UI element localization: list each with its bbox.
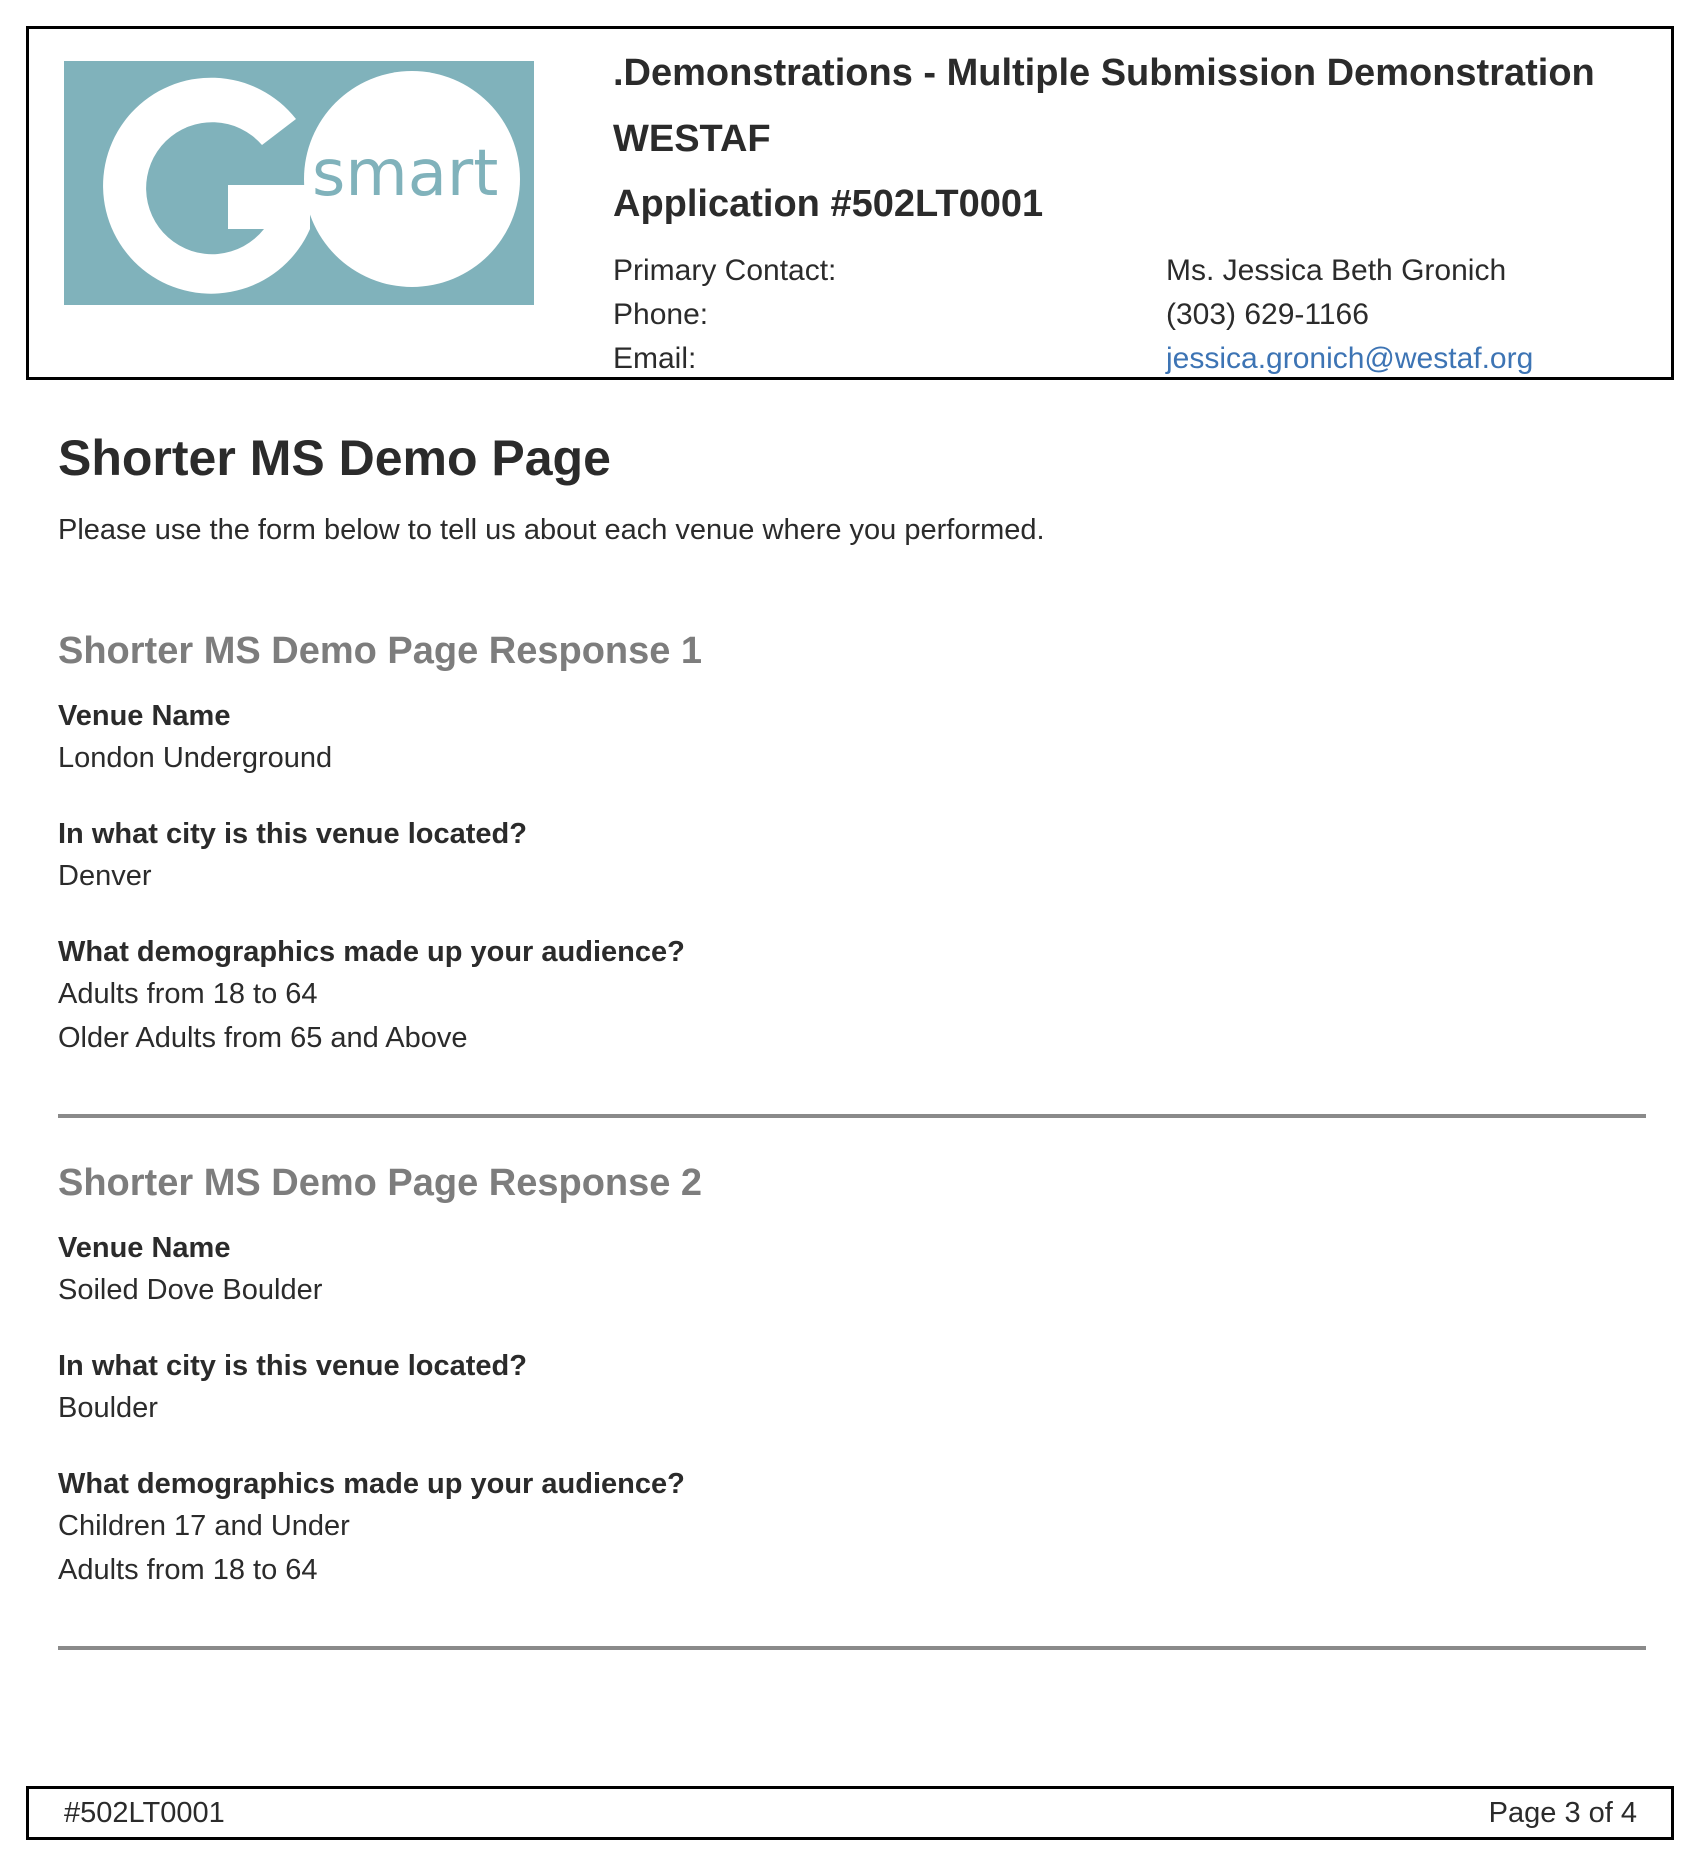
response-section	[58, 1160, 1646, 1592]
footer-page-number: Page 3 of 4	[1488, 1797, 1637, 1829]
gosmart-logo	[64, 61, 534, 305]
page-footer	[26, 1786, 1674, 1840]
response-title: Shorter MS Demo Page Response 1	[58, 630, 703, 672]
venue-city-value: Boulder	[58, 1392, 158, 1424]
demographics-value: Adults from 18 to 64	[58, 978, 318, 1010]
venue-name-field	[58, 1228, 1646, 1312]
venue-city-field	[58, 1346, 1646, 1430]
demographics-label: What demographics made up your audience?	[58, 1468, 685, 1500]
program-title: .Demonstrations - Multiple Submission Demonstration	[613, 52, 1595, 94]
page-title: Shorter MS Demo Page	[58, 430, 611, 486]
venue-city-field	[58, 814, 1646, 898]
demographics-label: What demographics made up your audience?	[58, 936, 685, 968]
venue-city-label: In what city is this venue located?	[58, 1350, 527, 1382]
page-intro: Please use the form below to tell us about each venue where you performed.	[58, 514, 1045, 546]
demographics-value: Older Adults from 65 and Above	[58, 1022, 468, 1054]
response-divider	[58, 1114, 1646, 1118]
response-divider	[58, 1646, 1646, 1650]
venue-city-label: In what city is this venue located?	[58, 818, 527, 850]
phone-row	[613, 295, 1643, 335]
demographics-field	[58, 932, 1646, 1060]
venue-name-field	[58, 696, 1646, 780]
email-link[interactable]: jessica.gronich@westaf.org	[1166, 342, 1534, 375]
venue-name-label: Venue Name	[58, 700, 231, 732]
response-section	[58, 628, 1646, 1060]
application-number: Application #502LT0001	[613, 183, 1044, 225]
primary-contact-label: Primary Contact:	[613, 254, 837, 287]
demographics-value: Children 17 and Under	[58, 1510, 350, 1542]
venue-name-value: Soiled Dove Boulder	[58, 1274, 323, 1306]
email-label: Email:	[613, 342, 697, 375]
demographics-field	[58, 1464, 1646, 1592]
demographics-value: Adults from 18 to 64	[58, 1554, 318, 1586]
venue-name-value: London Underground	[58, 742, 333, 774]
venue-name-label: Venue Name	[58, 1232, 231, 1264]
application-header	[26, 26, 1674, 380]
primary-contact-value: Ms. Jessica Beth Gronich	[1166, 254, 1507, 287]
venue-city-value: Denver	[58, 860, 152, 892]
response-title: Shorter MS Demo Page Response 2	[58, 1162, 703, 1204]
primary-contact-row	[613, 251, 1643, 291]
email-row	[613, 339, 1643, 379]
logo-wordmark: smart	[312, 137, 499, 211]
organization-name: WESTAF	[613, 118, 771, 160]
phone-label: Phone:	[613, 298, 709, 331]
phone-value: (303) 629-1166	[1166, 298, 1369, 331]
footer-application-id: #502LT0001	[64, 1797, 225, 1829]
